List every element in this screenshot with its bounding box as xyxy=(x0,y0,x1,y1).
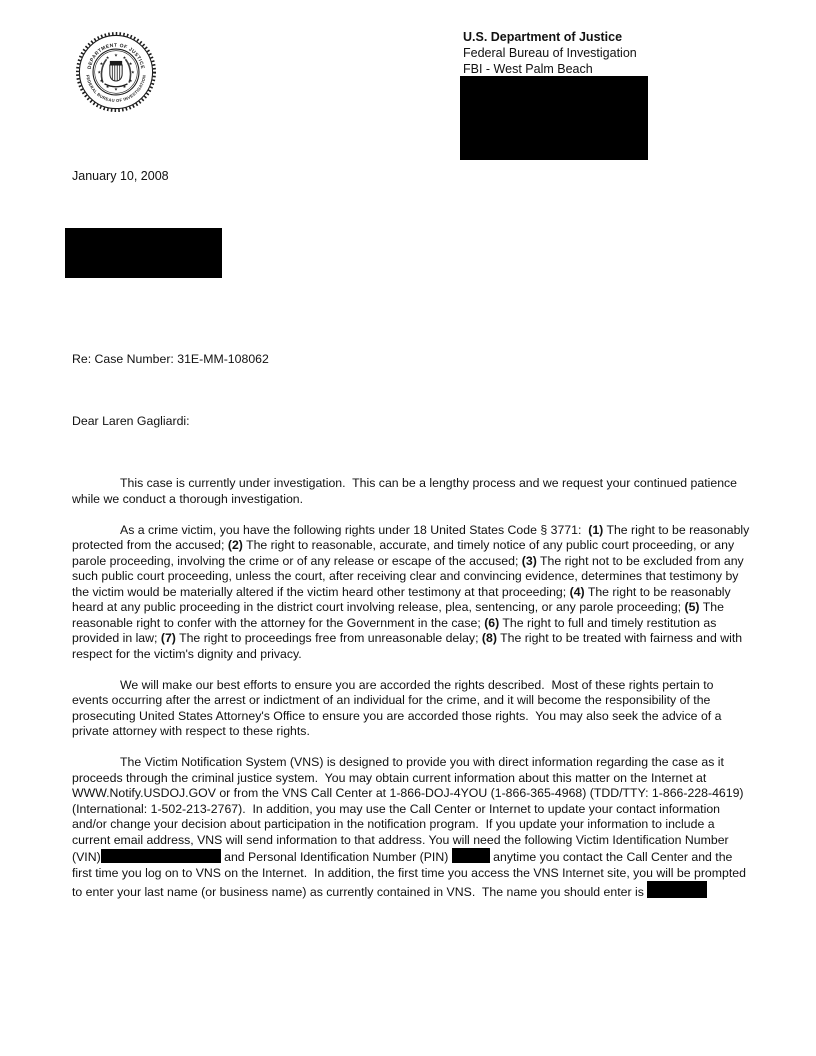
salutation-line: Dear Laren Gagliardi: xyxy=(72,414,190,428)
letterhead-address-redaction xyxy=(460,76,648,160)
seal-star-icon: ★ xyxy=(130,69,135,75)
recipient-address-redaction xyxy=(65,228,222,278)
seal-star-icon: ★ xyxy=(128,77,133,83)
paragraph-text: The reasonable right to confer with the attorney for the Government in the case; xyxy=(72,600,728,630)
paragraph-text: The right not to be excluded from any such public court proceeding, unless the court, after receiving clear and convincing evidence, determines that testimony by the victim would be materially altered if the victim heard other testimony at that proceeding; xyxy=(72,553,748,599)
letterhead xyxy=(463,29,637,77)
letter-paragraph xyxy=(72,755,753,901)
letter-paragraph xyxy=(72,678,753,740)
victim-right-number: (6) xyxy=(484,615,500,630)
seal-top-text: DEPARTMENT OF JUSTICE xyxy=(87,43,145,70)
vin-inline-redaction xyxy=(101,849,221,863)
letterhead-agency: U.S. Department of Justice xyxy=(463,30,623,44)
seal-star-icon: ★ xyxy=(99,61,104,67)
seal-star-icon: ★ xyxy=(99,77,104,83)
letterhead-bureau: Federal Bureau of Investigation xyxy=(463,46,637,60)
paragraph-text: and Personal Identification Number (PIN) xyxy=(220,850,452,864)
seal-shield xyxy=(110,61,122,81)
victim-right-number: (7) xyxy=(160,631,176,645)
paragraph-text: The right to be reasonably protected from the accused; xyxy=(72,522,753,552)
letterhead-office: FBI - West Palm Beach xyxy=(463,62,593,76)
paragraph-text: As a crime victim, you have the following rights under 18 United States Code § 3771: xyxy=(120,522,589,537)
paragraph-text: This case is currently under investigation. This can be a lengthy process and we request your continued patience while we conduct a thorough investigation. xyxy=(72,476,741,506)
paragraph-text: The Victim Notification System (VNS) is designed to provide you with direct information regarding the case as it proceeds through the criminal justice system. You may obtain current information about this matter on the Internet at WWW.Notify.USDOJ.GOV or from the VNS Call Center at 1-866-DOJ-4YOU (1-866-365-4968) (TDD/TTY: 1-866-228-4619) (International: 1-502-213-2767). In addition, you may use the Call Center or Internet to update your contact information and/or change your decision about participation in the notification program. If you update your information to include a current email address, VNS will send information to that address. You will need the following Victim Identification Number (VIN) xyxy=(72,755,747,864)
victim-right-number: (3) xyxy=(521,553,537,568)
fbi-seal-icon xyxy=(75,31,157,113)
paragraph-container xyxy=(72,476,753,901)
seal-star-icon: ★ xyxy=(114,52,118,58)
letter-paragraph xyxy=(72,523,753,663)
pin-inline-redaction xyxy=(452,848,490,863)
victim-right-number: (1) xyxy=(588,522,604,537)
seal-star-icon: ★ xyxy=(97,69,102,75)
victim-right-number: (8) xyxy=(481,631,497,645)
seal-star-icon: ★ xyxy=(105,54,110,60)
paragraph-text: The right to full and timely restitution as provided in law; xyxy=(72,615,720,645)
name-inline-redaction xyxy=(647,881,707,898)
seal-star-icon: ★ xyxy=(128,61,133,67)
seal-star-icon: ★ xyxy=(122,84,127,90)
letter-body xyxy=(72,321,753,947)
case-reference-line: Re: Case Number: 31E-MM-108062 xyxy=(72,352,269,366)
letter-paragraph xyxy=(72,476,753,507)
victim-right-number: (2) xyxy=(227,538,243,552)
paragraph-text: The right to be treated with fairness and with respect for the victim's dignity and privacy. xyxy=(72,631,746,661)
victim-right-number: (5) xyxy=(684,600,700,614)
paragraph-text: The right to be reasonably heard at any public proceeding in the district court involving release, plea, sentencing, or any parole proceeding; xyxy=(72,584,735,614)
seal-star-icon: ★ xyxy=(114,86,118,92)
letter-date: January 10, 2008 xyxy=(72,169,169,183)
seal-star-icon: ★ xyxy=(122,54,127,60)
paragraph-text: The right to proceedings free from unreasonable delay; xyxy=(175,631,482,645)
victim-right-number: (4) xyxy=(569,584,585,599)
seal-star-icon: ★ xyxy=(105,84,110,90)
paragraph-text: We will make our best efforts to ensure you are accorded the rights described. Most of these rights pertain to events occurring after the arrest or indictment of an individual for the crime, and it will become the responsibility of the prosecuting United States Attorney's Office to ensure you are accorded those rights. You may also seek the advice of a private attorney with respect to these rights. xyxy=(72,677,725,738)
seal-bottom-text: FEDERAL BUREAU OF INVESTIGATION xyxy=(85,74,147,103)
paragraph-text: The right to reasonable, accurate, and timely notice of any public court proceeding, or any parole proceeding, involving the crime or of any release or escape of the accused; xyxy=(72,538,738,568)
paragraph-text: anytime you contact the Call Center and the first time you log on to VNS on the Internet. In addition, the first time you access the VNS Internet site, you will be prompted to enter your last name (or business name) as currently contained in VNS. The name you should enter is xyxy=(72,850,750,899)
